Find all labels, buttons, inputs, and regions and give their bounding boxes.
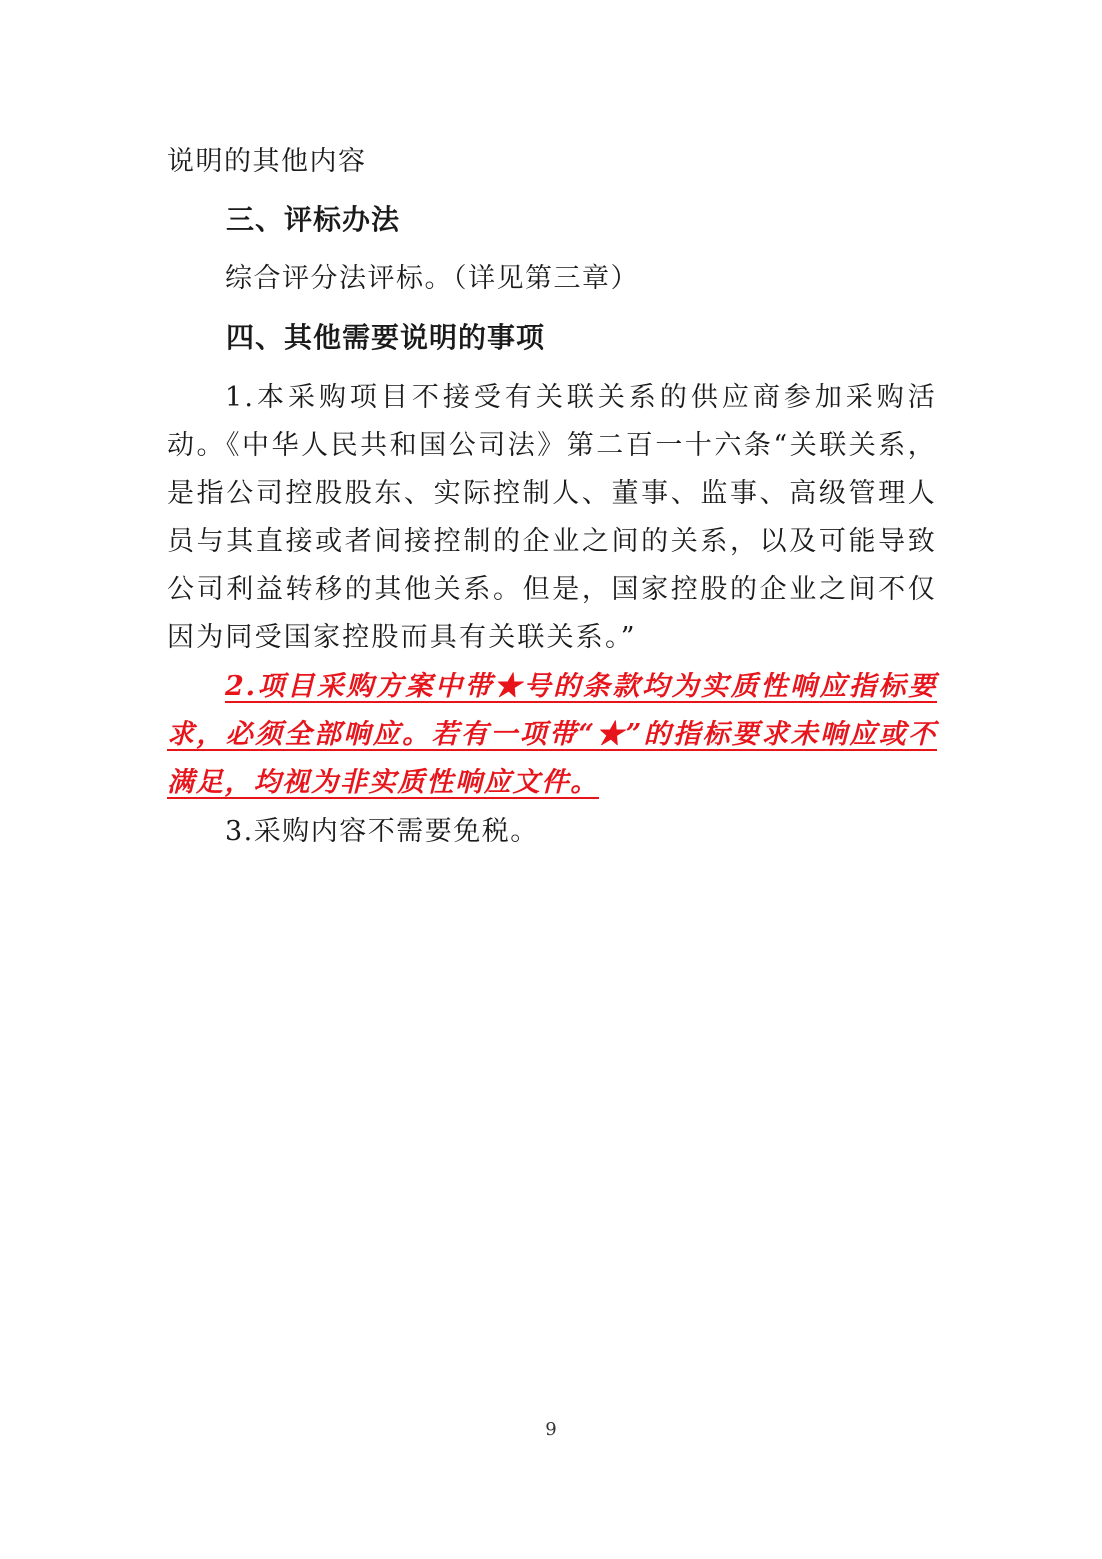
other-matters-item-3: 3.采购内容不需要免税。 (225, 816, 539, 847)
other-matters-item-2-emphasis (167, 663, 937, 807)
continuation-text: 说明的其他内容 (167, 146, 367, 177)
emphasis-text: 2.项目采购方案中带★号的条款均为实质性响应指标要求，必须全部响应。若有一项带“★”的指标要求未响应或不满足，均视为非实质性响应文件。 (167, 671, 937, 798)
other-matters-item-1: 1.本采购项目不接受有关联关系的供应商参加采购活动。《中华人民共和国公司法》第二百一十六条“关联关系，是指公司控股股东、实际控制人、董事、监事、高级管理人员与其直接或者间接控制的企业之间的关系，以及可能导致公司利益转移的其他关系。但是，国家控股的企业之间不仅因为同受国家控股而具有关联关系。” (167, 382, 937, 653)
section-heading-other-matters: 四、其他需要说明的事项 (226, 321, 546, 354)
page-number: 9 (545, 1419, 557, 1440)
section-heading-evaluation-method: 三、评标办法 (226, 203, 401, 236)
evaluation-method-text: 综合评分法评标。（详见第三章） (225, 263, 639, 294)
